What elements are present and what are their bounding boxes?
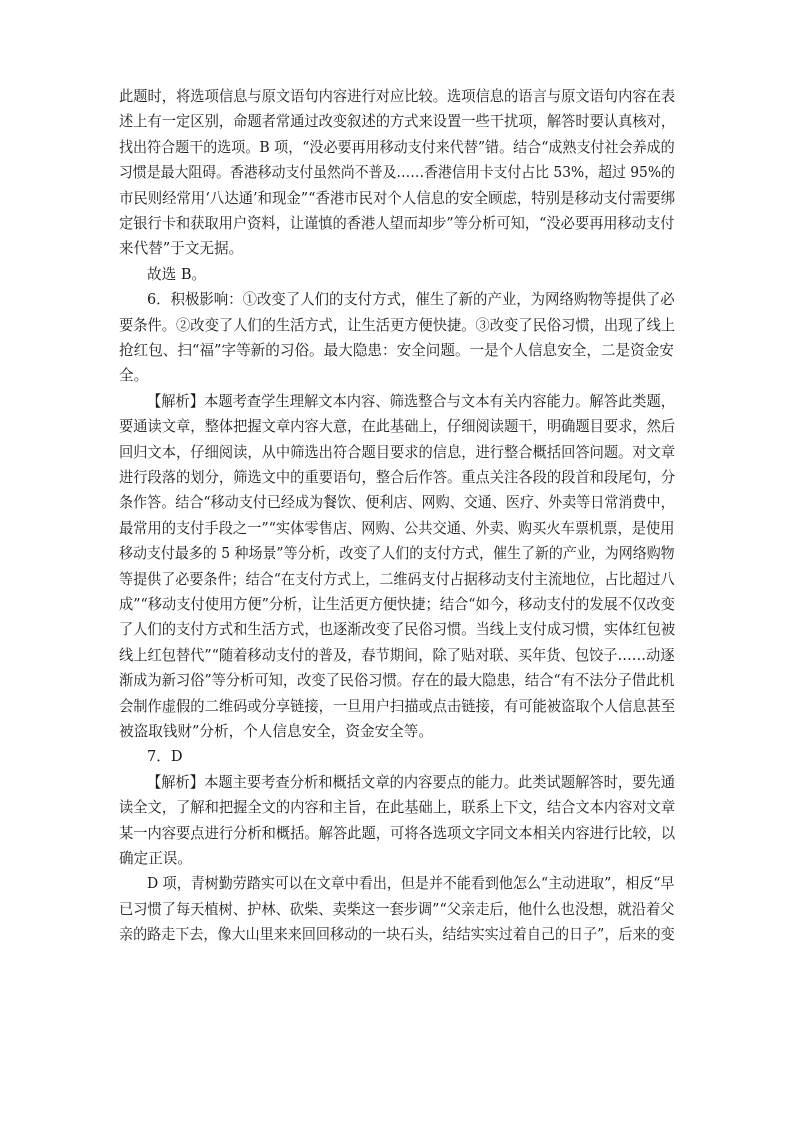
paragraph-line: 已习惯了每天植树、护林、砍柴、卖柴这一套步调”“父亲走后，他什么也没想，就沿着父 — [119, 900, 675, 918]
paragraph-line: 回归文本，仔细阅读，从中筛选出符合题目要求的信息，进行整合概括回答问题。对文章 — [119, 443, 676, 461]
paragraph-line: 读全文，了解和把握全文的内容和主旨，在此基础上，联系上下文，结合文本内容对文章 — [119, 799, 676, 817]
paragraph-line: 市民则经常用‘八达通’和现金”“香港市民对个人信息的安全顾虑，特别是移动支付需要绑 — [119, 189, 676, 207]
paragraph-line: 抢红包、扫“福”字等新的习俗。最大隐患：安全问题。一是个人信息安全，二是资金安 — [119, 342, 674, 359]
paragraph-line: 了人们的支付方式和生活方式，也逐渐改变了民俗习惯。当线上支付成习惯，实体红包被 — [119, 621, 676, 639]
paragraph-line: 确定正误。 — [119, 850, 192, 867]
paragraph-line: 会制作虚假的二维码或分享链接，一旦用户扫描或点击链接，有可能被盗取个人信息甚至 — [119, 697, 676, 715]
paragraph-line: 亲的路走下去，像大山里来来回回移动的一块石头，结结实实过着自己的日子”，后来的变 — [119, 926, 675, 944]
paragraph-line: 移动支付最多的 5 种场景”等分析，改变了人们的支付方式，催生了新的产业，为网络购物 — [119, 545, 675, 563]
paragraph-line: 要通读文章，整体把握文章内容大意，在此基础上，仔细阅读题干，明确题目要求，然后 — [119, 418, 676, 436]
question-7-answer: 7．D — [147, 748, 183, 766]
paragraph-line: 此题时，将选项信息与原文语句内容进行对应比较。选项信息的语言与原文语句内容在表 — [119, 88, 676, 105]
paragraph-line: 成”“移动支付使用方便”分析，让生活更方便快捷；结合“如今，移动支付的发展不仅改变 — [119, 596, 675, 613]
paragraph-line: 定银行卡和获取用户资料，让谨慎的香港人望而却步”等分析可知，“没必要再用移动支付 — [119, 215, 675, 232]
paragraph-line: 渐成为新习俗”等分析可知，改变了民俗习惯。存在的最大隐患，结合“有不法分子借此机 — [119, 672, 675, 690]
paragraph-line: 最常用的支付手段之一”“实体零售店、网购、公共交通、外卖、购买火车票机票，是使用 — [119, 519, 675, 537]
answer-line: 故选 B。 — [147, 265, 207, 283]
paragraph-line: 被盗取钱财”分析，个人信息安全，资金安全等。 — [119, 723, 433, 740]
paragraph-line: 全。 — [119, 367, 149, 385]
paragraph-line: 线上红包替代”“随着移动支付的普及，春节期间，除了贴对联、买年货、包饺子……动逐 — [119, 646, 675, 664]
paragraph-line: 述上有一定区别，命题者常通过改变叙述的方式来设置一些干扰项，解答时要认真核对， — [119, 113, 676, 131]
paragraph-line: 找出符合题干的选项。B 项，“没必要再用移动支付来代替”错。结合“成熟支付社会养成的 — [119, 138, 675, 156]
paragraph-line: 某一内容要点进行分析和概括。解答此题，可将各选项文字同文本相关内容进行比较，以 — [119, 824, 676, 842]
paragraph-line: 习惯是最大阻碍。香港移动支付虽然尚不普及……香港信用卡支付占比 53%，超过 95%的 — [119, 164, 675, 182]
paragraph-line: 要条件。②改变了人们的生活方式，让生活更方便快捷。③改变了民俗习惯，出现了线上 — [119, 316, 676, 334]
paragraph-line: D 项，青树勤劳踏实可以在文章中看出，但是并不能看到他怎么“主动进取”，相反“早 — [147, 875, 675, 893]
paragraph-line: 进行段落的划分，筛选文中的重要语句，整合后作答。重点关注各段的段首和段尾句，分 — [119, 469, 676, 486]
analysis-heading-line: 【解析】本题考查学生理解文本内容、筛选整合与文本有关内容能力。解答此类题， — [147, 392, 675, 410]
paragraph-line: 等提供了必要条件；结合“在支付方式上，二维码支付占据移动支付主流地位，占比超过八 — [119, 570, 675, 588]
question-6-answer: 6．积极影响：①改变了人们的支付方式，催生了新的产业，为网络购物等提供了必 — [147, 291, 675, 309]
analysis-heading-line: 【解析】本题主要考查分析和概括文章的内容要点的能力。此类试题解答时，要先通 — [147, 773, 675, 791]
paragraph-line: 条作答。结合“移动支付已经成为餐饮、便利店、网购、交通、医疗、外卖等日常消费中， — [119, 494, 675, 512]
paragraph-line: 来代替”于文无据。 — [119, 240, 244, 258]
